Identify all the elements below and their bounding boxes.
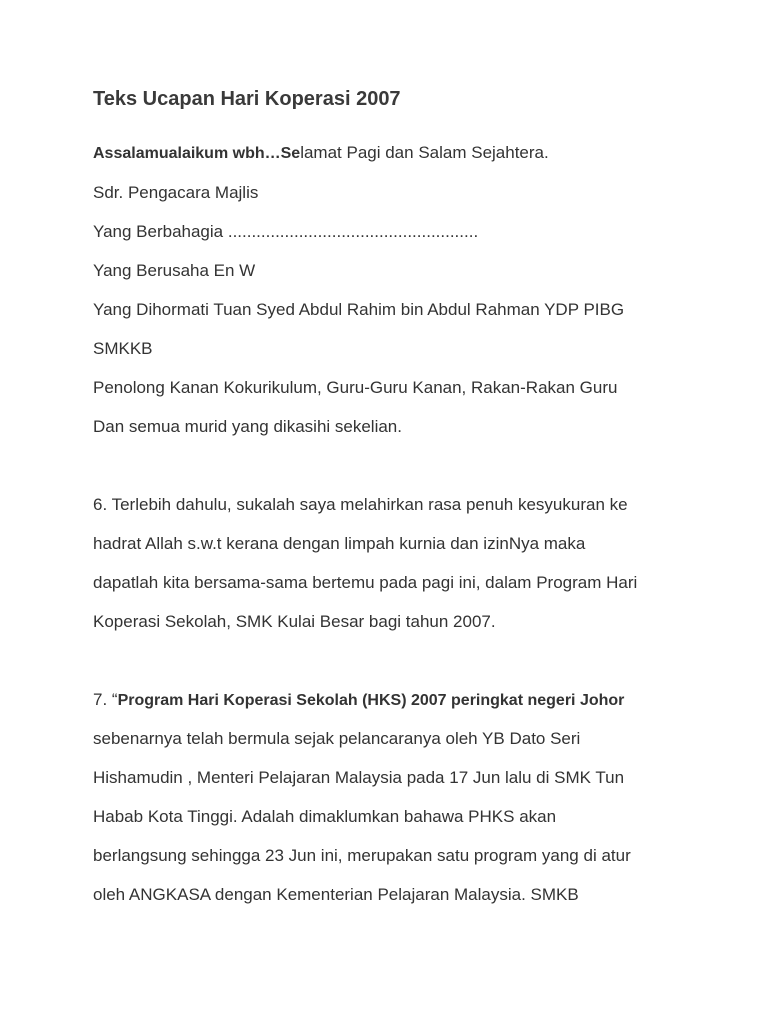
paragraph-line: sebenarnya telah bermula sejak pelancaranya oleh YB Dato Seri bbox=[93, 729, 581, 748]
paragraph-7 bbox=[93, 680, 713, 914]
salutation-line: Yang Berbahagia ..................................................... bbox=[93, 222, 479, 241]
salutation-line: Sdr. Pengacara Majlis bbox=[93, 183, 259, 202]
paragraph-7-number: 7. “ bbox=[93, 690, 118, 709]
salutation-list bbox=[93, 173, 713, 446]
paragraph-line: Hishamudin , Menteri Pelajaran Malaysia pada 17 Jun lalu di SMK Tun bbox=[93, 768, 625, 787]
paragraph-7-bold-text: Program Hari Koperasi Sekolah (HKS) 2007 peringkat negeri Johor bbox=[117, 692, 625, 709]
document-title: Teks Ucapan Hari Koperasi 2007 bbox=[93, 88, 401, 110]
paragraph-line: Koperasi Sekolah, SMK Kulai Besar bagi tahun 2007. bbox=[93, 612, 496, 631]
greeting-text: lamat Pagi dan Salam Sejahtera. bbox=[300, 143, 549, 162]
salutation-line: Penolong Kanan Kokurikulum, Guru-Guru Kanan, Rakan-Rakan Guru bbox=[93, 378, 618, 397]
paragraph-line bbox=[93, 680, 713, 719]
paragraph-6 bbox=[93, 485, 713, 641]
greeting-bold-text: Assalamualaikum wbh…Se bbox=[93, 145, 301, 162]
salutation-line: Dan semua murid yang dikasihi sekelian. bbox=[93, 417, 402, 436]
paragraph-line: 6. Terlebih dahulu, sukalah saya melahirkan rasa penuh kesyukuran ke bbox=[93, 495, 628, 514]
salutation-line: SMKKB bbox=[93, 339, 153, 358]
paragraph-line: dapatlah kita bersama-sama bertemu pada pagi ini, dalam Program Hari bbox=[93, 573, 638, 592]
paragraph-line: hadrat Allah s.w.t kerana dengan limpah kurnia dan izinNya maka bbox=[93, 534, 586, 553]
document-page bbox=[93, 84, 713, 914]
paragraph-line: oleh ANGKASA dengan Kementerian Pelajaran Malaysia. SMKB bbox=[93, 885, 579, 904]
salutation-line: Yang Dihormati Tuan Syed Abdul Rahim bin Abdul Rahman YDP PIBG bbox=[93, 300, 625, 319]
paragraph-line: berlangsung sehingga 23 Jun ini, merupakan satu program yang di atur bbox=[93, 846, 631, 865]
greeting-line bbox=[93, 133, 713, 173]
paragraph-line: Habab Kota Tinggi. Adalah dimaklumkan bahawa PHKS akan bbox=[93, 807, 557, 826]
salutation-line: Yang Berusaha En W bbox=[93, 261, 256, 280]
paragraph-gap bbox=[93, 641, 713, 680]
paragraph-gap bbox=[93, 446, 713, 485]
